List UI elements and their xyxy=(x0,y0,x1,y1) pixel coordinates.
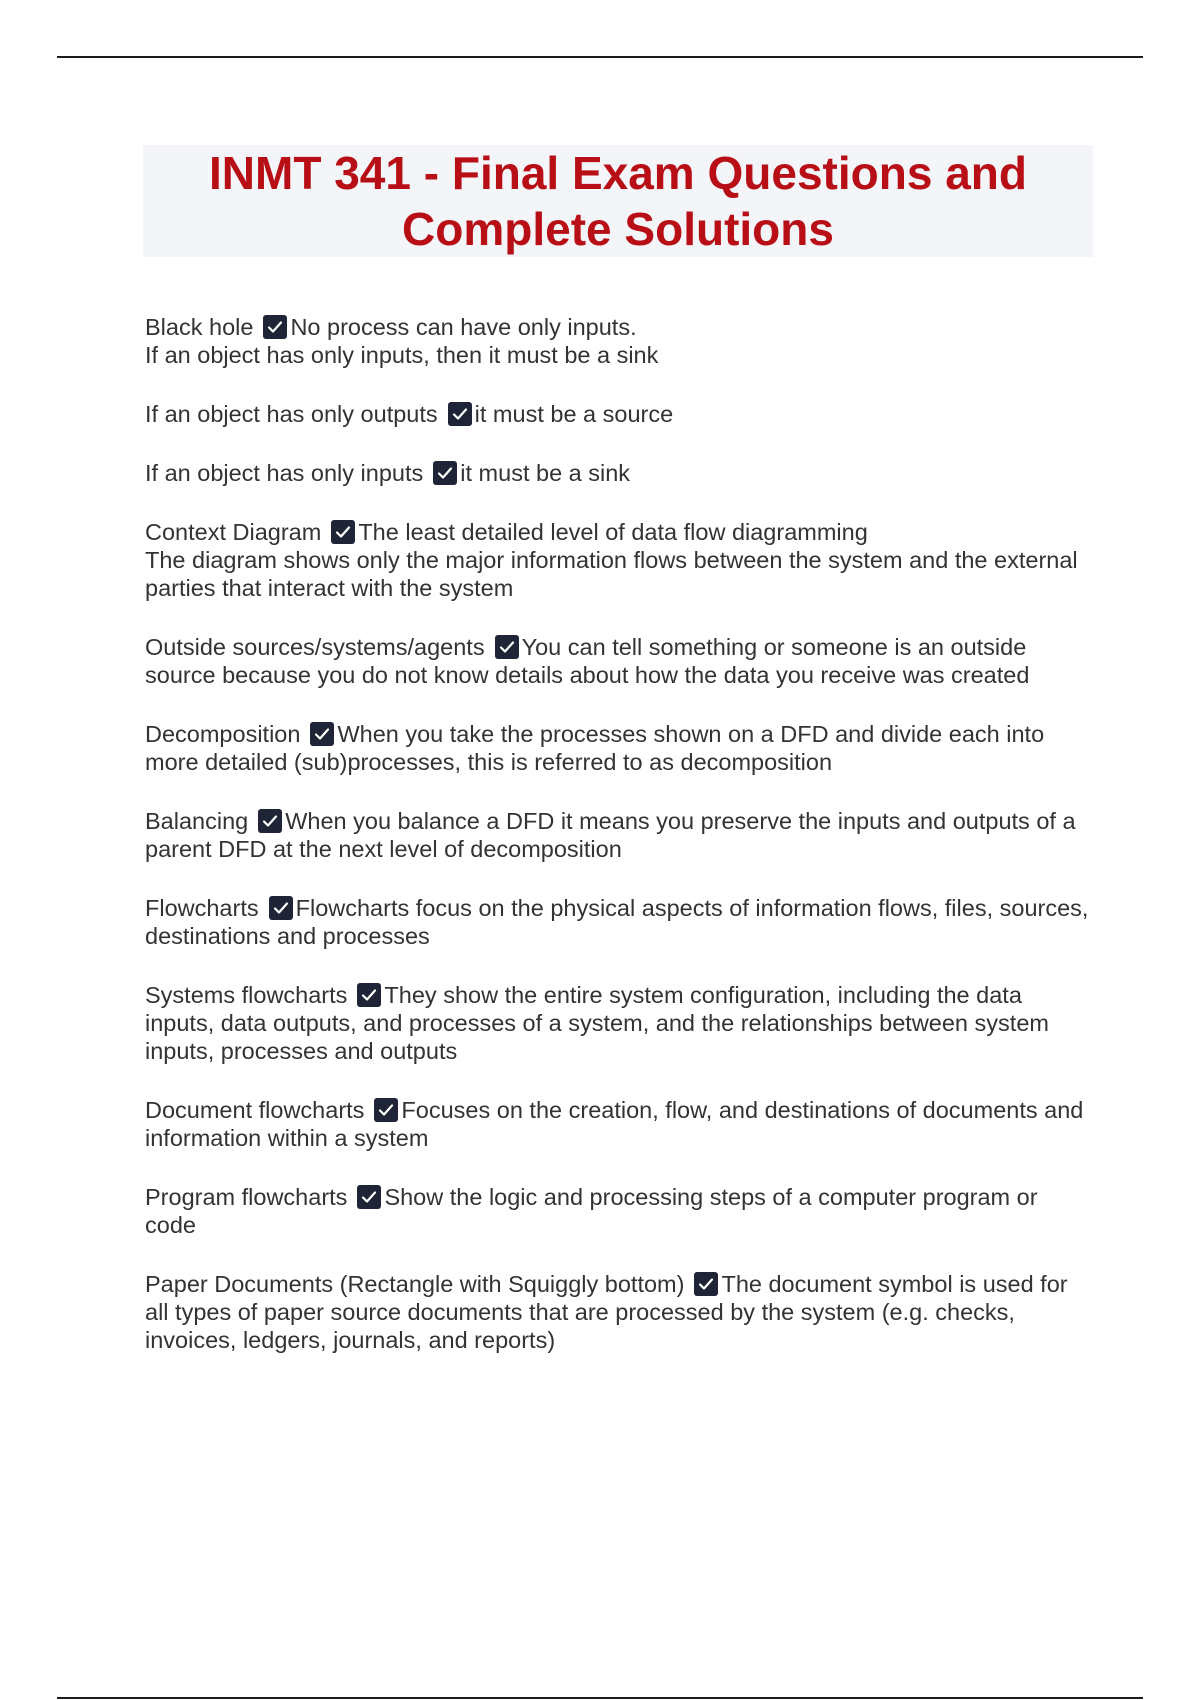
qa-item xyxy=(145,1270,1095,1354)
qa-item xyxy=(145,1096,1095,1152)
qa-term: Program flowcharts xyxy=(145,1184,348,1210)
checkmark-box-icon xyxy=(269,896,293,920)
qa-term: Outside sources/systems/agents xyxy=(145,634,485,660)
qa-term: Systems flowcharts xyxy=(145,982,348,1008)
qa-answer: The document symbol is used for all types of paper source documents that are processed by the system (e.g. checks, invoices, ledgers, journals, and reports) xyxy=(145,1271,1068,1353)
qa-list xyxy=(145,313,1095,1385)
qa-term: Flowcharts xyxy=(145,895,259,921)
checkmark-box-icon xyxy=(263,315,287,339)
checkmark-box-icon xyxy=(357,983,381,1007)
checkmark-box-icon xyxy=(357,1185,381,1209)
document-title xyxy=(209,145,1027,257)
title-line-1: INMT 341 - Final Exam Questions and xyxy=(209,147,1027,199)
qa-term: Decomposition xyxy=(145,721,301,747)
qa-answer: When you take the processes shown on a DFD and divide each into more detailed (sub)processes, this is referred to as decomposition xyxy=(145,721,1045,775)
title-banner xyxy=(143,145,1093,257)
qa-answer: Flowcharts focus on the physical aspects of information flows, files, sources, destinations and processes xyxy=(145,895,1089,949)
qa-answer: it must be a sink xyxy=(460,460,631,486)
qa-answer: No process can have only inputs. xyxy=(290,314,637,340)
qa-item xyxy=(145,1183,1095,1239)
qa-term: Black hole xyxy=(145,314,254,340)
checkmark-box-icon xyxy=(694,1272,718,1296)
checkmark-box-icon xyxy=(495,635,519,659)
qa-item xyxy=(145,400,1095,428)
qa-item xyxy=(145,459,1095,487)
checkmark-box-icon xyxy=(310,722,334,746)
qa-answer: When you balance a DFD it means you preserve the inputs and outputs of a parent DFD at the next level of decomposition xyxy=(145,808,1076,862)
qa-answer: Show the logic and processing steps of a computer program or code xyxy=(145,1184,1038,1238)
top-rule xyxy=(57,56,1143,58)
qa-answer: They show the entire system configuration, including the data inputs, data outputs, and processes of a system, and the relationships between system inputs, processes and outputs xyxy=(145,982,1049,1064)
title-line-2: Complete Solutions xyxy=(402,203,834,255)
qa-item xyxy=(145,894,1095,950)
checkmark-box-icon xyxy=(433,461,457,485)
checkmark-box-icon xyxy=(258,809,282,833)
qa-answer: it must be a source xyxy=(474,401,674,427)
checkmark-box-icon xyxy=(448,402,472,426)
qa-answer: Focuses on the creation, flow, and destinations of documents and information within a system xyxy=(145,1097,1084,1151)
bottom-rule xyxy=(57,1697,1143,1699)
qa-answer: You can tell something or someone is an outside source because you do not know details about how the data you receive was created xyxy=(145,634,1030,688)
qa-item xyxy=(145,518,1095,602)
qa-term: Context Diagram xyxy=(145,519,322,545)
qa-term: Paper Documents (Rectangle with Squiggly bottom) xyxy=(145,1271,685,1297)
qa-term: If an object has only outputs xyxy=(145,401,438,427)
qa-item xyxy=(145,313,1095,369)
qa-term: If an object has only inputs xyxy=(145,460,424,486)
qa-answer-extra: The diagram shows only the major information flows between the system and the external parties that interact with the system xyxy=(145,547,1078,601)
qa-item xyxy=(145,981,1095,1065)
qa-answer-extra: If an object has only inputs, then it must be a sink xyxy=(145,342,659,368)
qa-item xyxy=(145,720,1095,776)
qa-answer: The least detailed level of data flow diagramming xyxy=(358,519,868,545)
checkmark-box-icon xyxy=(374,1098,398,1122)
qa-term: Document flowcharts xyxy=(145,1097,365,1123)
qa-item xyxy=(145,807,1095,863)
qa-item xyxy=(145,633,1095,689)
qa-term: Balancing xyxy=(145,808,249,834)
checkmark-box-icon xyxy=(331,520,355,544)
